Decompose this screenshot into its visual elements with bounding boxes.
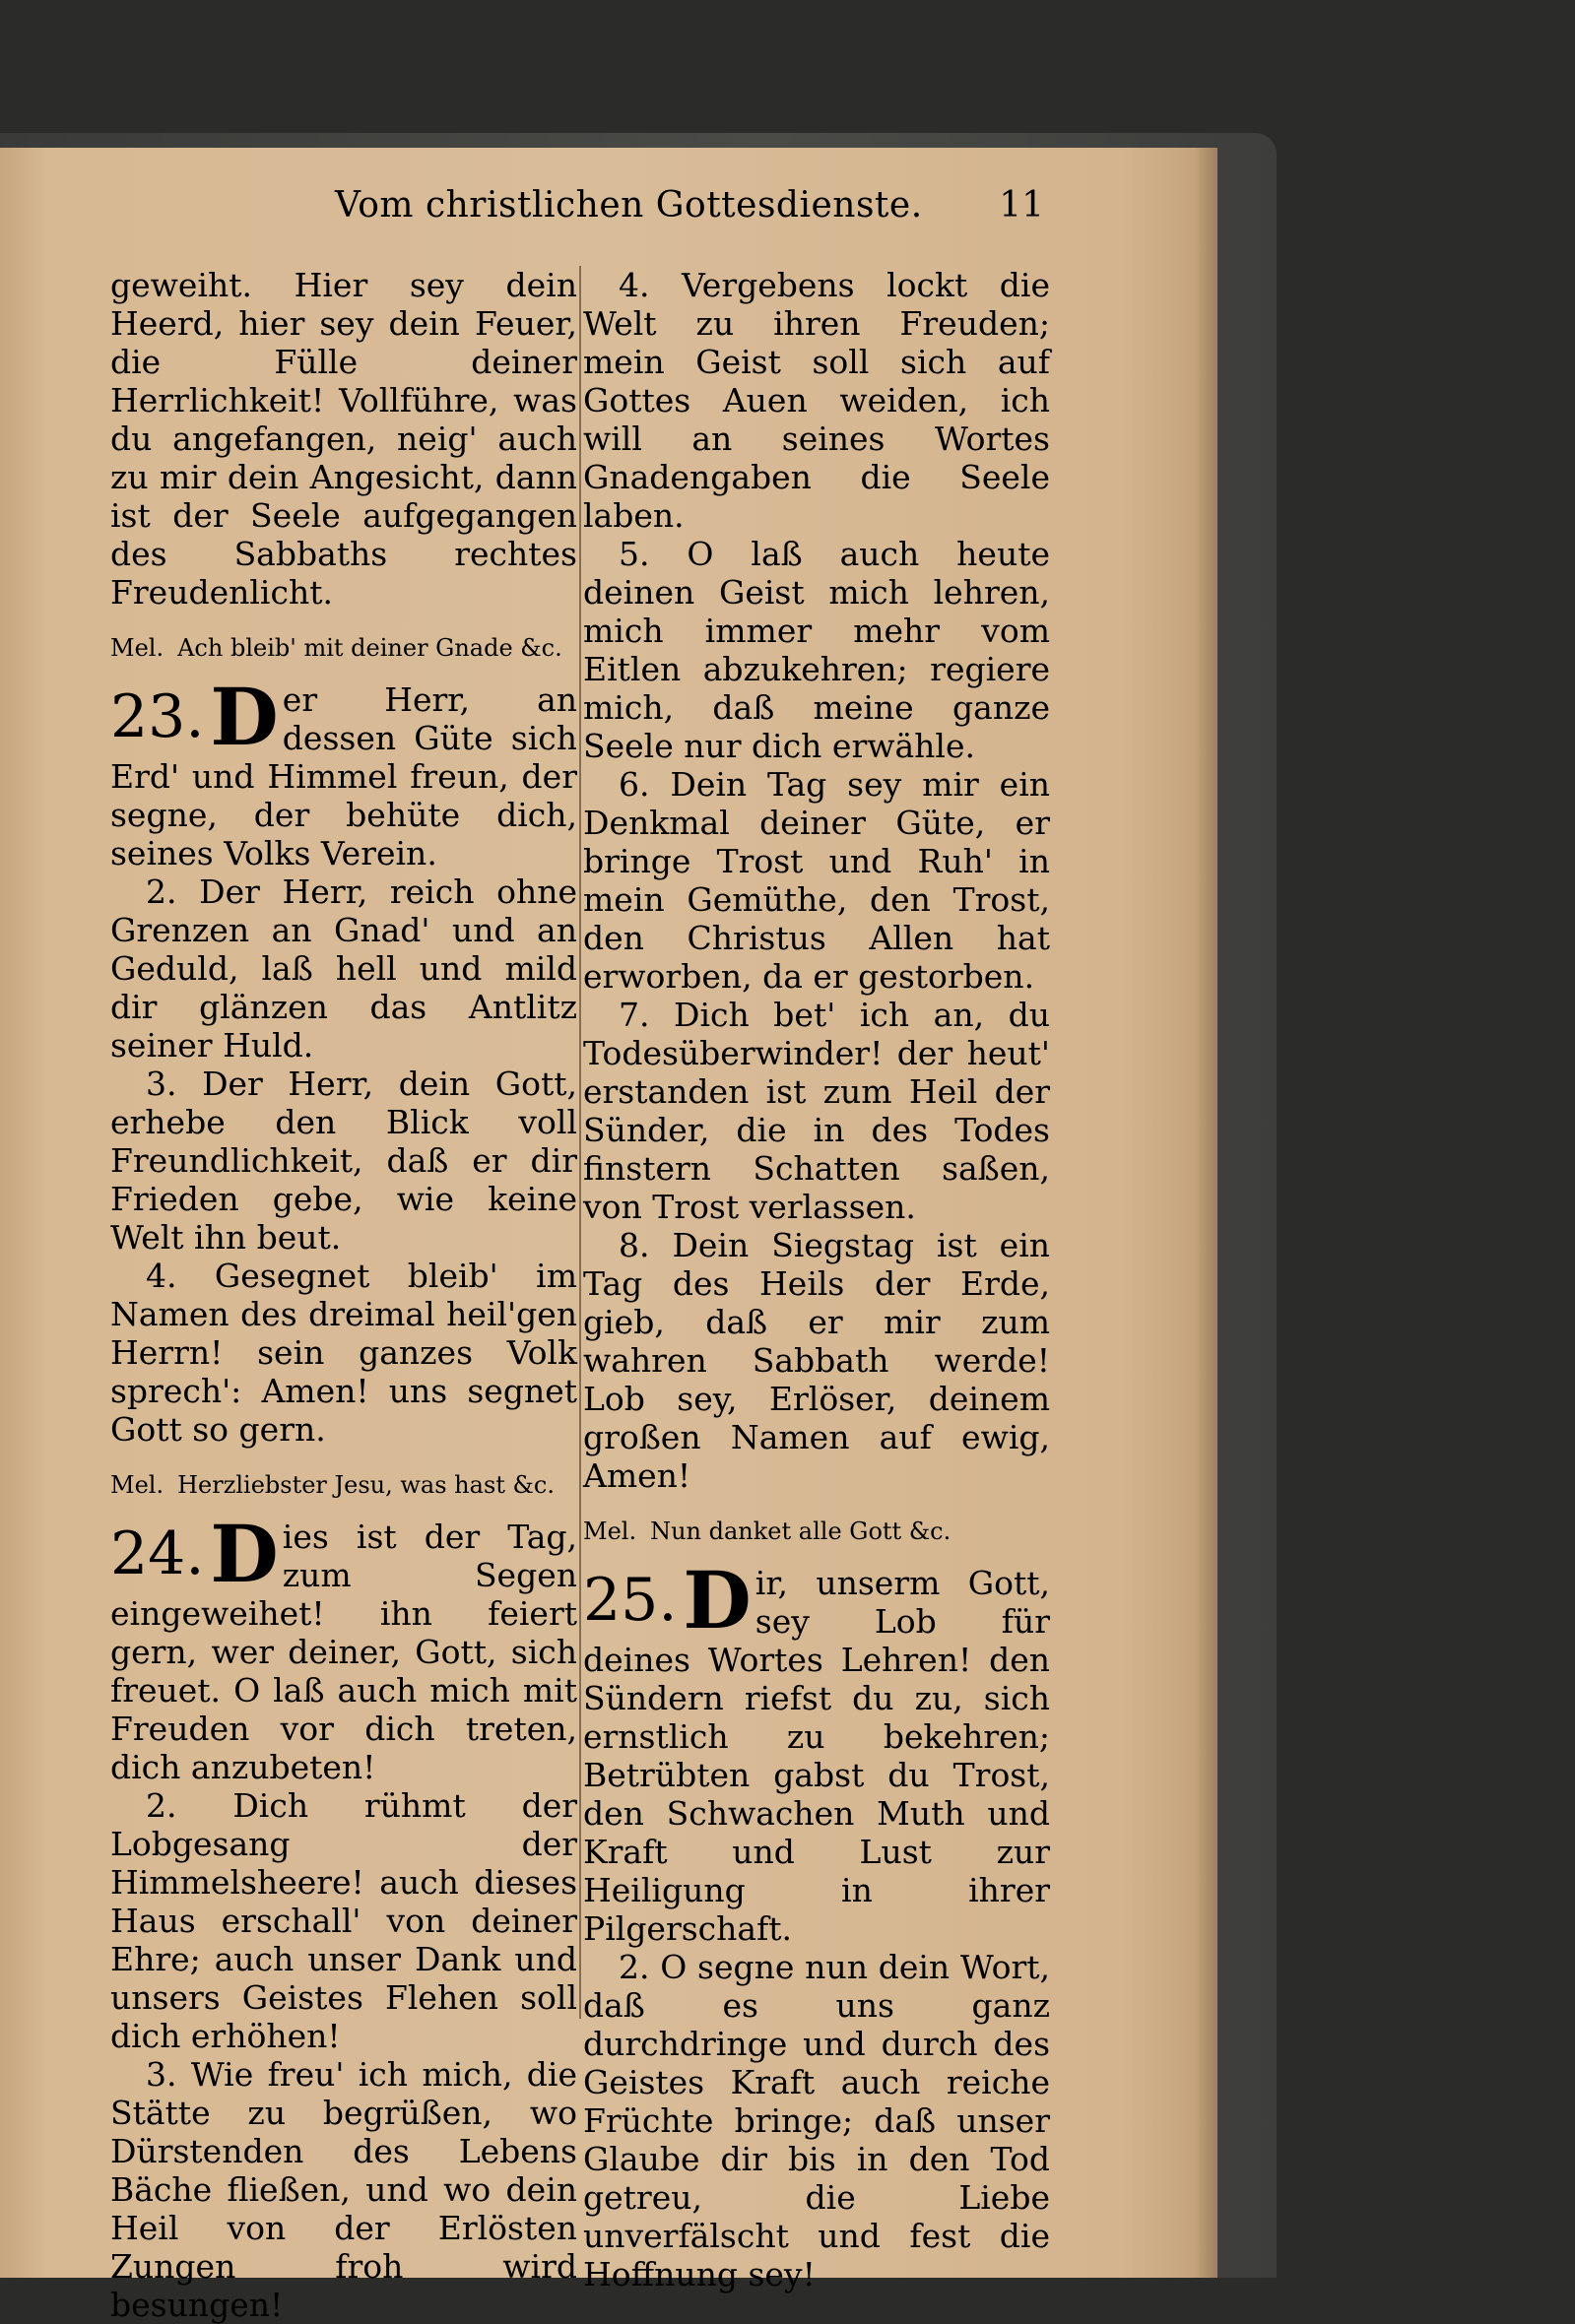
hymn-verse: 2. Dich rühmt der Lobgesang der Himmelsheere! auch dieses Haus erschall' von deiner Ehre; auch unser Dank und unsers Geistes Flehen soll dich erhöhen! [110, 1786, 577, 2055]
hymn-25 [583, 1554, 1050, 2293]
hymn-verse: 4. Gesegnet bleib' im Namen des dreimal heil'gen Herrn! sein ganzes Volk sprech': Amen! uns segnet Gott so gern. [110, 1257, 577, 1449]
left-column [110, 266, 577, 2324]
hymn-24 [110, 1508, 577, 2324]
hymn-first-verse: ir, unserm Gott, sey Lob für deines Wortes Lehren! den Sündern riefst du zu, sich ernstlich zu bekehren; Betrübten gabst du Trost, den Schwachen Muth und Kraft und Lust zur Heiligung in ihrer Pilgerschaft. [583, 1564, 1050, 1948]
hymn-verse: 5. O laß auch heute deinen Geist mich lehren, mich immer mehr vom Eitlen abzukehren; regiere mich, daß meine ganze Seele nur dich erwähle. [583, 535, 1050, 765]
hymn-verse: 6. Dein Tag sey mir ein Denkmal deiner Güte, er bringe Trost und Ruh' in mein Gemüthe, den Trost, den Christus Allen hat erworben, da er gestorben. [583, 765, 1050, 996]
hymn-verse: 4. Vergebens lockt die Welt zu ihren Freuden; mein Geist soll sich auf Gottes Auen weiden, ich will an seines Wortes Gnadengaben die Seele laben. [583, 266, 1050, 535]
melody-text: Nun danket alle Gott &c. [650, 1517, 952, 1545]
hymn-verse: 8. Dein Siegstag ist ein Tag des Heils der Erde, gieb, daß er mir zum wahren Sabbath werde! Lob sey, Erlöser, deinem großen Namen auf ewig, Amen! [583, 1226, 1050, 1495]
hymn-verse: 2. Der Herr, reich ohne Grenzen an Gnad' und an Geduld, laß hell und mild dir glänzen das Antlitz seiner Huld. [110, 872, 577, 1065]
continued-verse: geweiht. Hier sey dein Heerd, hier sey dein Feuer, die Fülle deiner Herrlichkeit! Vollführe, was du angefangen, neig' auch zu mir dein Angesicht, dann ist der Seele aufgegangen des Sabbaths rechtes Freudenlicht. [110, 266, 577, 612]
melody-text: Ach bleib' mit deiner Gnade &c. [177, 634, 562, 662]
melody-label: Mel. [110, 1471, 164, 1499]
hymn-first-verse: ies ist der Tag, zum Segen eingeweihet! ihn feiert gern, wer deiner, Gott, sich freuet. O laß auch mich mit Freuden vor dich treten, dich anzubeten! [110, 1517, 577, 1786]
running-header [108, 185, 1044, 244]
drop-initial: D [210, 671, 279, 763]
hymn-23 [110, 671, 577, 1449]
hymn-verse: 7. Dich bet' ich an, du Todesüberwinder! der heut' erstanden ist zum Heil der Sünder, die in des Todes finstern Schatten saßen, von Trost verlassen. [583, 996, 1050, 1226]
page-number: 11 [999, 185, 1044, 226]
melody-label: Mel. [110, 634, 164, 662]
drop-initial: D [210, 1508, 279, 1600]
right-column [583, 266, 1050, 2293]
hymn-number: 23. [110, 682, 205, 751]
drop-initial: D [683, 1554, 752, 1646]
hymn-verse: 3. Der Herr, dein Gott, erhebe den Blick voll Freundlichkeit, daß er dir Frieden gebe, wie keine Welt ihn beut. [110, 1065, 577, 1257]
hymn-verse: 3. Wie freu' ich mich, die Stätte zu begrüßen, wo Dürstenden des Lebens Bäche fließen, und wo dein Heil von der Erlösten Zungen froh wird besungen! [110, 2055, 577, 2324]
column-divider [579, 266, 581, 2019]
hymn-verse: 2. O segne nun dein Wort, daß es uns ganz durchdringe und durch des Geistes Kraft auch reiche Früchte bringe; daß unser Glaube dir bis in den Tod getreu, die Liebe unverfälscht und fest die Hoffnung sey! [583, 1948, 1050, 2293]
page-edge-shadow [1194, 148, 1217, 2278]
melody-label: Mel. [583, 1517, 637, 1545]
hymn-number: 24. [110, 1519, 205, 1588]
header-title: Vom christlichen Gottesdienste. [335, 185, 923, 226]
melody-indication [110, 633, 577, 663]
melody-indication [583, 1517, 1050, 1546]
hymn-number: 25. [583, 1566, 678, 1635]
melody-indication [110, 1470, 577, 1500]
hymn-first-verse: er Herr, an dessen Güte sich Erd' und Himmel freun, der segne, der behüte dich, seines Volks Verein. [110, 680, 577, 872]
melody-text: Herzliebster Jesu, was hast &c. [177, 1471, 555, 1499]
